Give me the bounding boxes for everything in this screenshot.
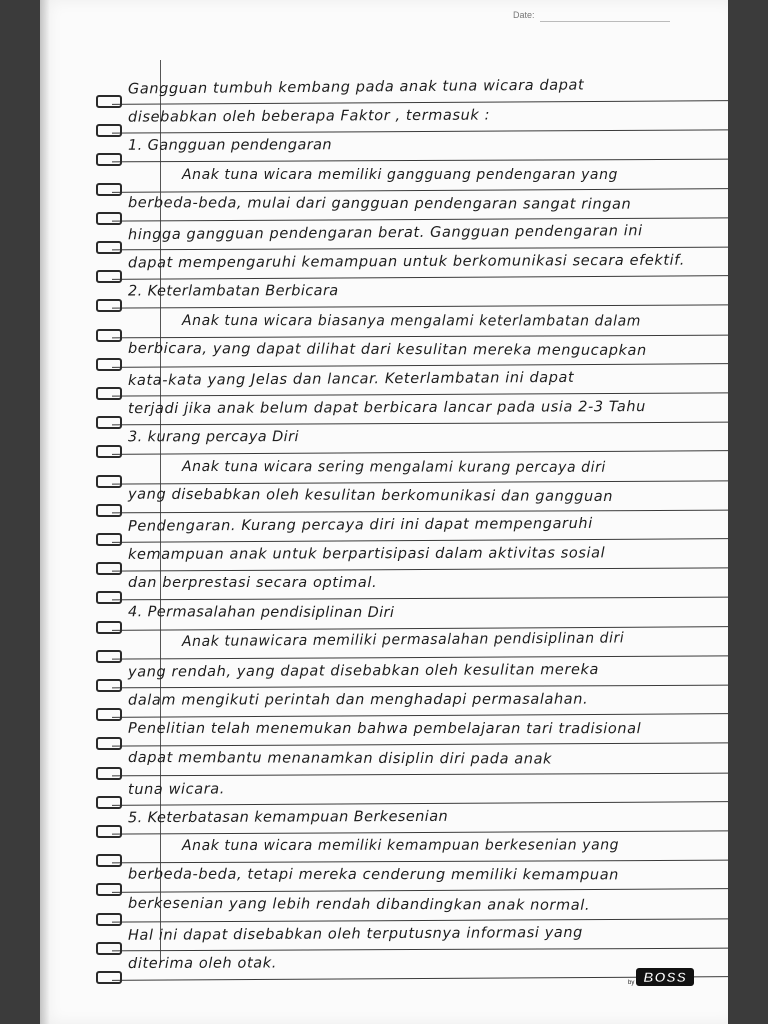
line-checkbox[interactable] (96, 883, 122, 896)
ruled-line (112, 275, 728, 280)
line-checkbox[interactable] (96, 329, 122, 342)
line-checkbox[interactable] (96, 387, 122, 400)
line-checkbox[interactable] (96, 416, 122, 429)
section-heading: 1. Gangguan pendengaran (127, 137, 333, 155)
line-checkbox[interactable] (96, 299, 122, 312)
text-line: Anak tuna wicara sering mengalami kurang percaya diri (181, 458, 606, 476)
ruled-line (112, 247, 728, 251)
text-line: kemampuan anak untuk berpartisipasi dalam aktivitas sosial (127, 545, 606, 564)
ruled-line (112, 830, 728, 834)
ruled-line (112, 480, 728, 484)
text-line: yang rendah, yang dapat disebabkan oleh kesulitan mereka (127, 662, 600, 681)
line-checkbox[interactable] (96, 95, 122, 108)
text-line: Pendengaran. Kurang percaya diri ini dapat mempengaruhi (127, 515, 593, 535)
ruled-line (112, 159, 728, 163)
text-line: terjadi jika anak belum dapat berbicara lancar pada usia 2-3 Tahu (127, 399, 646, 418)
brand-prefix: by (628, 980, 635, 986)
text-line: Anak tuna wicara memiliki kemampuan berkesenian yang (181, 837, 620, 855)
text-line: berbeda-beda, mulai dari gangguan pendengaran sangat ringan (127, 194, 632, 213)
text-line: disebabkan oleh beberapa Faktor , termasuk : (127, 107, 491, 126)
ruled-line (112, 334, 728, 338)
ruled-line (112, 743, 728, 747)
ruled-line (112, 100, 728, 105)
brand-mark (628, 968, 694, 986)
text-line: dalam mengikuti perintah dan menghadapi permasalahan. (127, 691, 589, 709)
text-line: hingga gangguan pendengaran berat. Gangguan pendengaran ini (127, 223, 643, 244)
line-checkbox[interactable] (96, 533, 122, 546)
section-heading: 3. kurang percaya Diri (127, 429, 299, 446)
line-checkbox[interactable] (96, 737, 122, 750)
ruled-line (112, 305, 728, 309)
ruled-line (112, 422, 728, 426)
text-line: yang disebabkan oleh kesulitan berkomunikasi dan gangguan (127, 486, 614, 505)
line-checkbox[interactable] (96, 854, 122, 867)
text-line: dapat membantu menanamkan disiplin diri pada anak (127, 749, 553, 768)
text-line: Anak tunawicara memiliki permasalahan pendisiplinan diri (181, 630, 625, 650)
date-field-line (540, 21, 670, 22)
line-checkbox[interactable] (96, 650, 122, 663)
ruled-line (112, 713, 728, 718)
text-line: Anak tuna wicara biasanya mengalami keterlambatan dalam (181, 312, 641, 330)
line-checkbox[interactable] (96, 825, 122, 838)
text-line: Anak tuna wicara memiliki gangguang pendengaran yang (181, 166, 618, 183)
text-line: berbeda-beda, tetapi mereka cenderung memiliki kemampuan (127, 866, 619, 884)
ruled-line (112, 655, 728, 659)
text-line: tuna wicara. (127, 781, 226, 798)
line-checkbox[interactable] (96, 796, 122, 809)
line-checkbox[interactable] (96, 241, 122, 254)
text-line: berkesenian yang lebih rendah dibandingkan anak normal. (127, 895, 591, 914)
section-heading: 2. Keterlambatan Berbicara (127, 283, 339, 300)
section-heading: 4. Permasalahan pendisiplinan Diri (127, 603, 395, 621)
ruled-line (112, 947, 728, 951)
line-checkbox[interactable] (96, 971, 122, 984)
ruled-line (112, 568, 728, 572)
line-checkbox[interactable] (96, 358, 122, 371)
line-checkbox[interactable] (96, 621, 122, 634)
ruled-line (112, 392, 728, 396)
ruled-line (112, 801, 728, 806)
line-checkbox[interactable] (96, 153, 122, 166)
line-checkbox[interactable] (96, 475, 122, 488)
section-heading: 5. Keterbatasan kemampuan Berkesenian (127, 808, 449, 827)
ruled-line (112, 450, 728, 455)
ruled-line (112, 685, 728, 689)
notebook-page (40, 0, 728, 1024)
line-checkbox[interactable] (96, 124, 122, 137)
brand-logo: BOSS (636, 968, 694, 986)
text-line: dan berprestasi secara optimal. (127, 575, 378, 592)
date-label: Date: (513, 10, 535, 20)
line-checkbox[interactable] (96, 679, 122, 692)
ruled-line (112, 918, 728, 922)
line-checkbox[interactable] (96, 504, 122, 517)
ruled-line (112, 772, 728, 776)
line-checkbox[interactable] (96, 942, 122, 955)
ruled-line (112, 538, 728, 543)
text-line: berbicara, yang dapat dilihat dari kesulitan mereka mengucapkan (127, 340, 647, 359)
ruled-line (112, 130, 728, 134)
line-checkbox[interactable] (96, 562, 122, 575)
ruled-line (112, 860, 728, 864)
line-checkbox[interactable] (96, 591, 122, 604)
line-checkbox[interactable] (96, 445, 122, 458)
ruled-line (112, 188, 728, 193)
ruled-line (112, 597, 728, 601)
ruled-line (112, 363, 728, 368)
text-line: dapat mempengaruhi kemampuan untuk berkomunikasi secara efektif. (127, 252, 685, 272)
line-checkbox[interactable] (96, 767, 122, 780)
line-checkbox[interactable] (96, 270, 122, 283)
text-line: Penelitian telah menemukan bahwa pembelajaran tari tradisional (127, 721, 642, 738)
text-line: diterima oleh otak. (127, 955, 277, 972)
line-checkbox[interactable] (96, 913, 122, 926)
text-line: kata-kata yang Jelas dan lancar. Keterlambatan ini dapat (127, 369, 575, 389)
ruled-line (112, 509, 728, 513)
ruled-line (112, 888, 728, 893)
page-edge-shadow (40, 0, 50, 1024)
ruled-line (112, 217, 728, 221)
line-checkbox[interactable] (96, 212, 122, 225)
line-checkbox[interactable] (96, 183, 122, 196)
text-line: Hal ini dapat disebabkan oleh terputusnya informasi yang (127, 924, 583, 944)
line-checkbox[interactable] (96, 708, 122, 721)
text-line: Gangguan tumbuh kembang pada anak tuna wicara dapat (127, 77, 585, 98)
